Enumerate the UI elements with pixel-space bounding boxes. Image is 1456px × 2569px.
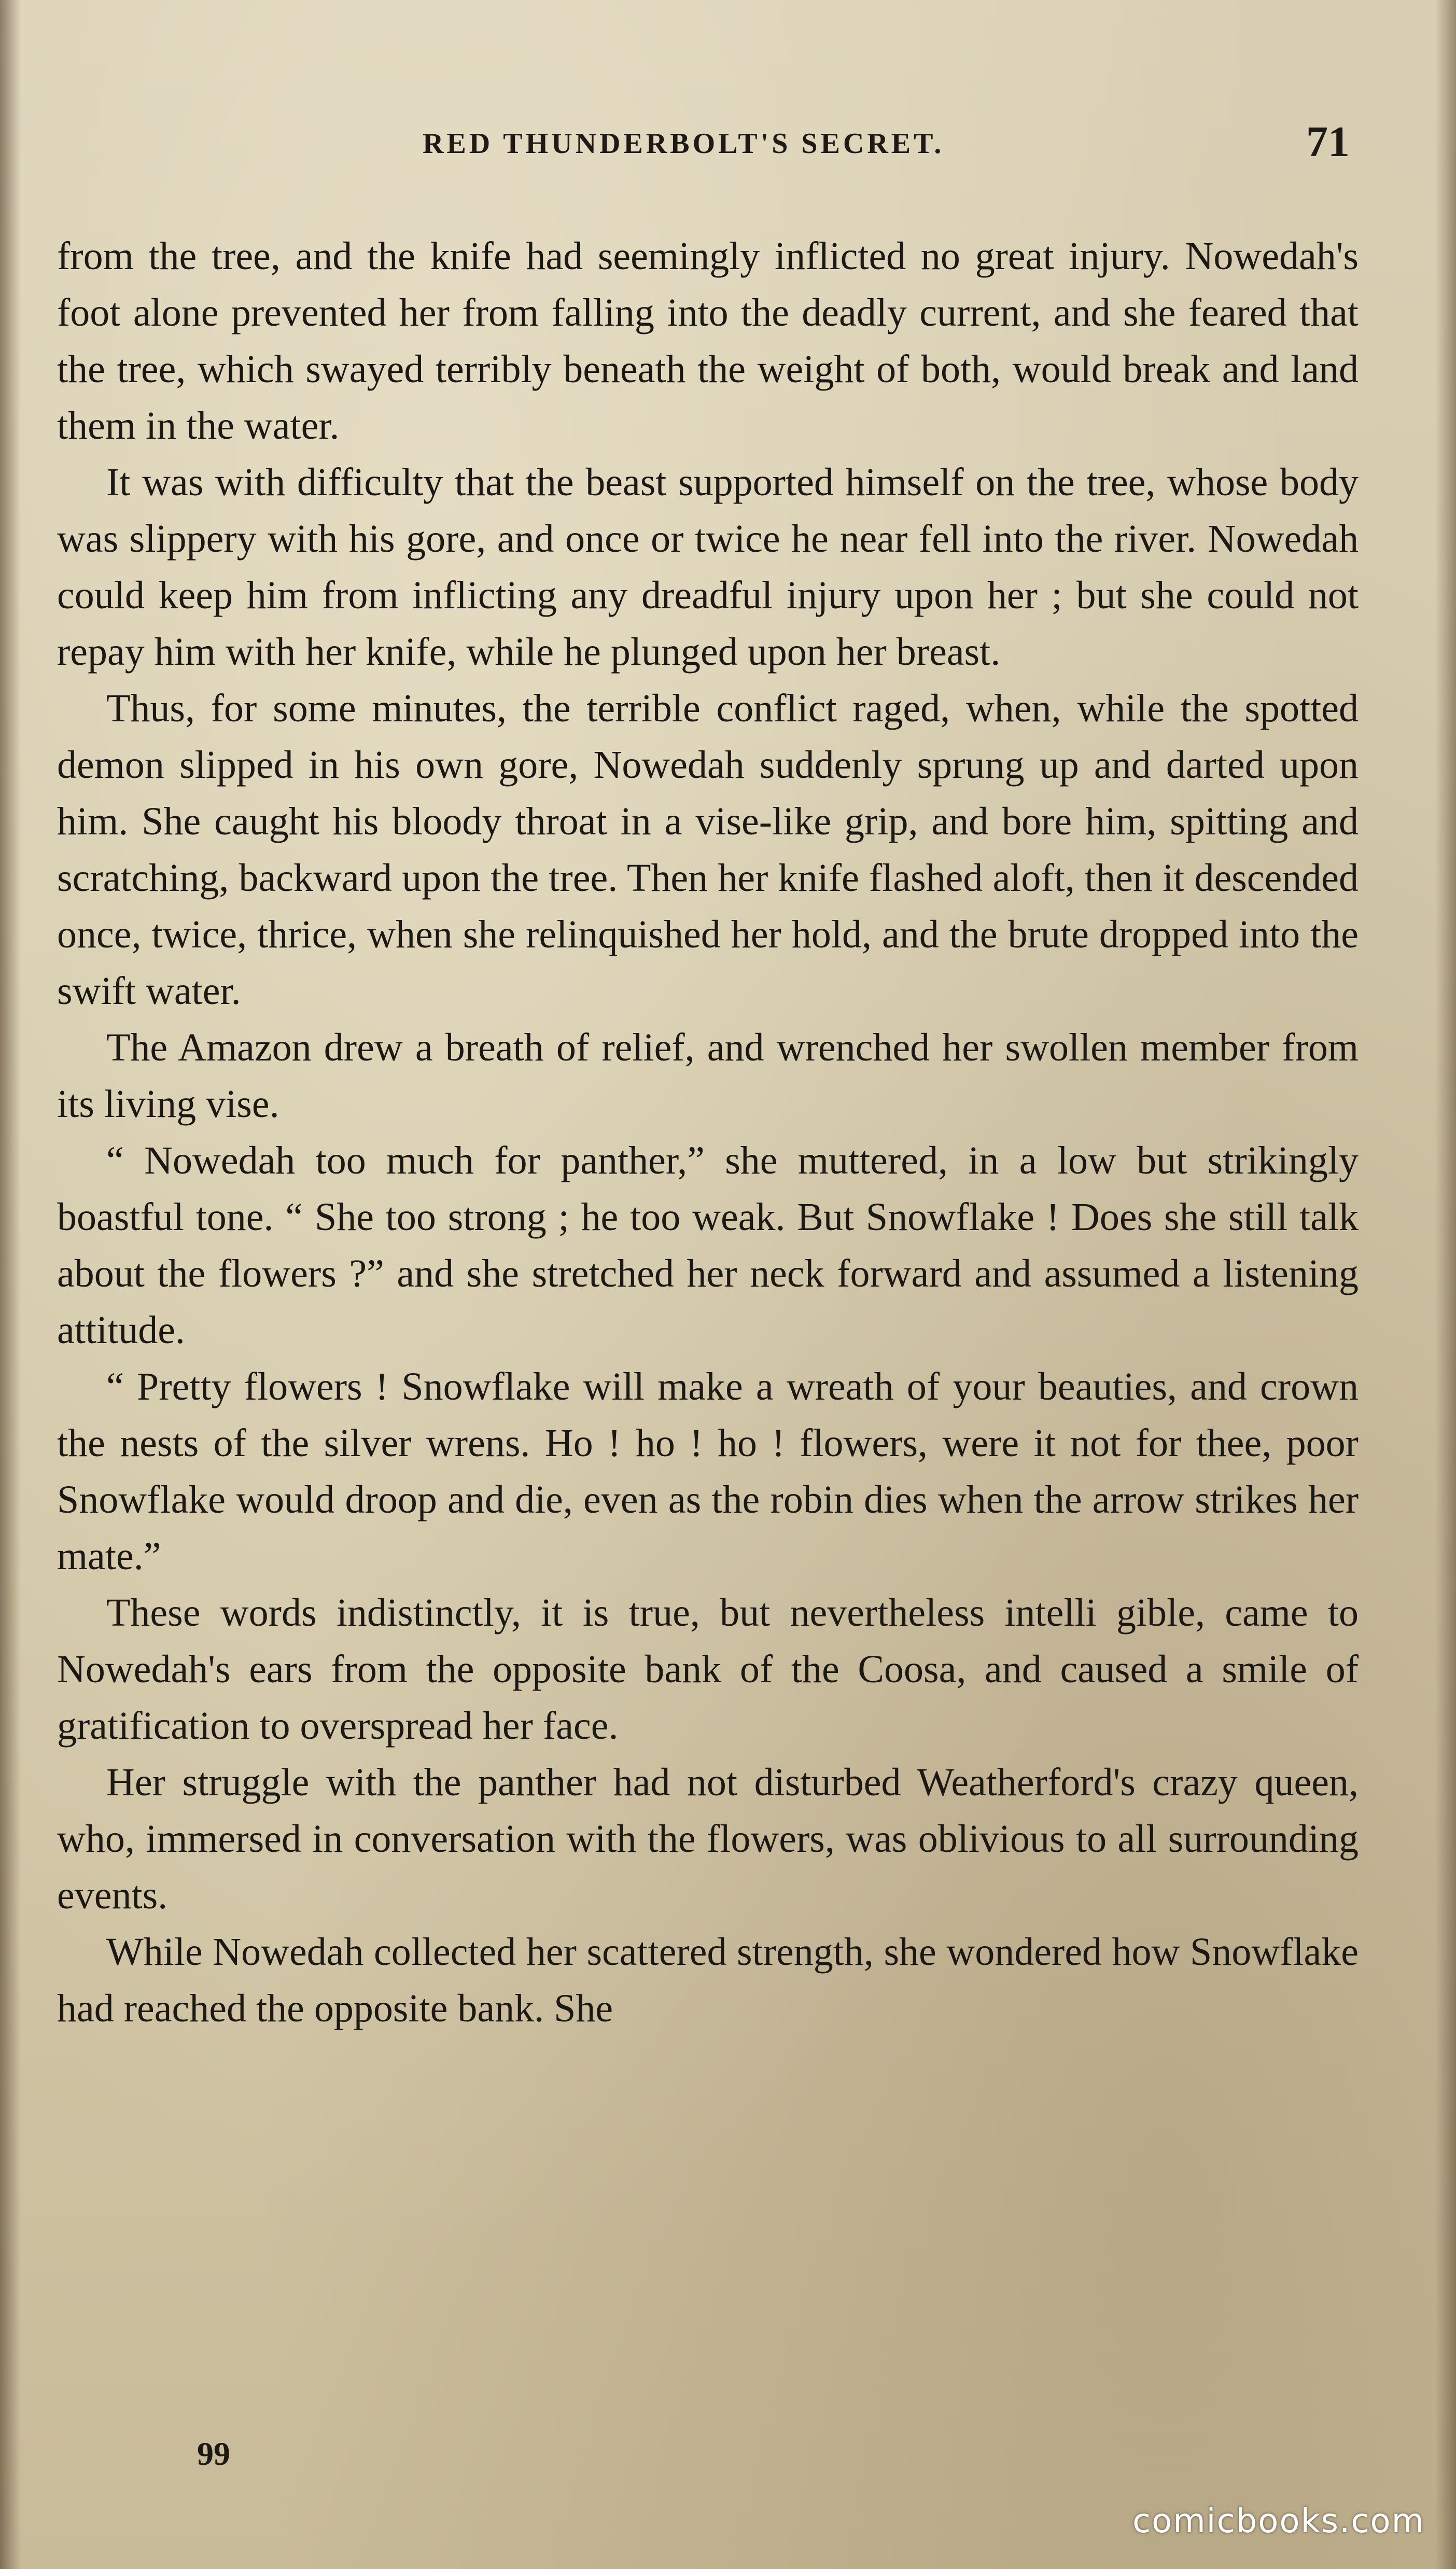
watermark-text: comicbooks.com (1132, 2502, 1425, 2540)
body-text (57, 228, 1359, 2037)
paragraph-8: Her struggle with the panther had not disturbed Weatherford's crazy queen, who, immersed in conversation with the flowers, was oblivious to all surrounding events. (57, 1761, 1359, 1917)
running-head (0, 117, 1456, 174)
page-number: 71 (1306, 118, 1350, 166)
page-edge-shadow-left (0, 0, 21, 2569)
paragraph-4: The Amazon drew a breath of relief, and wrenched her swollen member from its living vise. (57, 1026, 1359, 1126)
paragraph-9: While Nowedah collected her scattered strength, she wondered how Snowflake had reached the opposite bank. She (57, 1930, 1359, 2030)
paragraph-7: These words indistinctly, it is true, but nevertheless intelli gible, came to Nowedah's ears from the opposite bank of the Coosa, and caused a smile of gratification to overspread her face. (57, 1591, 1359, 1748)
paragraph-6: “ Pretty flowers ! Snowflake will make a wreath of your beauties, and crown the nests of the silver wrens. Ho ! ho ! ho ! flowers, were it not for thee, poor Snowflake would droop and die, even as the robin dies when the arrow strikes her mate.” (57, 1365, 1359, 1578)
paragraph-2: It was with difficulty that the beast supported himself on the tree, whose body was slippery with his gore, and once or twice he near fell into the river. Nowedah could keep him from inflicting any dreadful injury upon her ; but she could not repay him with her knife, while he plunged upon her breast. (57, 460, 1359, 674)
paragraph-3: Thus, for some minutes, the terrible conflict raged, when, while the spotted demon slipped in his own gore, Nowedah suddenly sprung up and darted upon him. She caught his bloody throat in a vise-like grip, and bore him, spitting and scratching, backward upon the tree. Then her knife flashed aloft, then it descended once, twice, thrice, when she relinquished her hold, and the brute dropped into the swift water. (57, 687, 1359, 1013)
running-head-title: RED THUNDERBOLT'S SECRET. (423, 128, 945, 160)
signature-mark: 99 (197, 2435, 230, 2472)
paragraph-1: from the tree, and the knife had seemingly inflicted no great injury. Nowedah's foot alone prevented her from falling into the deadly current, and she feared that the tree, which swayed terribly beneath the weight of both, would break and land them in the water. (57, 234, 1359, 448)
page-edge-shadow-right (1435, 0, 1456, 2569)
paragraph-5: “ Nowedah too much for panther,” she muttered, in a low but strikingly boastful tone. “ She too strong ; he too weak. But Snowflake ! Does she still talk about the flowers ?” and she stretched her neck forward and assumed a listening attitude. (57, 1139, 1359, 1352)
